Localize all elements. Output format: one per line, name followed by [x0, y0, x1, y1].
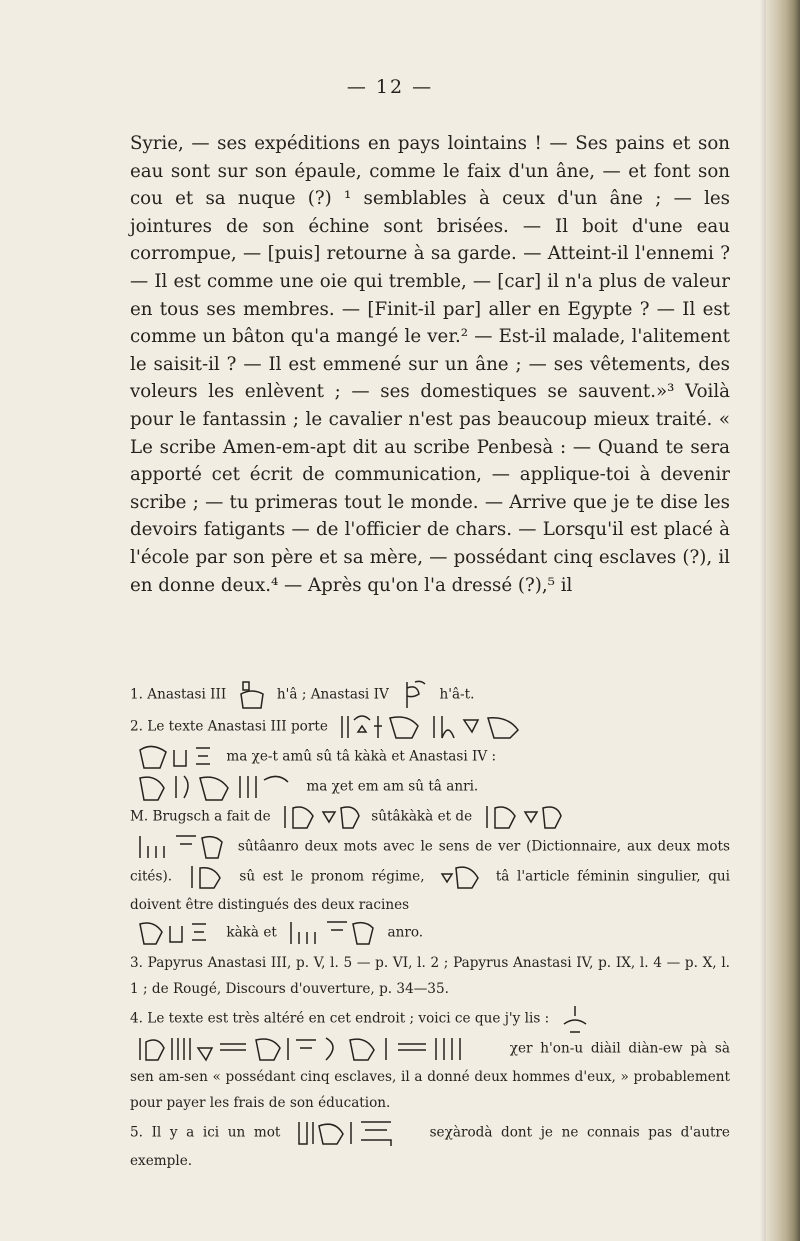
hieroglyph-group-icon	[483, 802, 563, 832]
footnote-5-part-a: 5. Il y a ici un mot	[130, 1124, 281, 1141]
hieroglyph-group-icon	[136, 742, 216, 772]
footnote-4-part-b: χer h'on-u diàil diàn-ew pà sà sen am-sen « possédant cinq esclaves, il a donné deux hommes d'eux, » probablement pour payer les frais de son éducation.	[130, 1040, 730, 1111]
footnote-5-part-b: seχàrodà dont je ne connais pas d'autre exemple.	[130, 1124, 730, 1169]
hieroglyph-group-icon	[136, 1034, 496, 1064]
book-spine-edge	[766, 0, 800, 1241]
footnote-1-part-b: h'â ; Anastasi IV	[276, 686, 389, 703]
footnote-2-part-b: ma χe-t amû sû tâ kàkà et Anastasi IV :	[226, 748, 497, 765]
hieroglyph-group-icon	[438, 862, 482, 892]
footnote-2-part-j: anro.	[387, 924, 424, 941]
hieroglyph-group-icon	[399, 680, 429, 710]
footnotes	[130, 680, 730, 1176]
hieroglyph-group-icon	[237, 680, 267, 710]
footnote-3: 3. Papyrus Anastasi III, p. V, l. 5 — p. VI, l. 2 ; Papyrus Anastasi IV, p. IX, l. 4 — p. X, l. 1 ; de Rougé, Discours d'ouverture, p. 34—35.	[130, 955, 730, 997]
hieroglyph-group-icon	[186, 862, 226, 892]
footnote-5	[130, 1118, 730, 1174]
footnote-1-part-c: h'â-t.	[439, 686, 475, 703]
hieroglyph-group-icon	[136, 832, 226, 862]
body-text-block	[130, 130, 730, 599]
page-number: — 12 —	[346, 76, 434, 98]
footnote-2	[130, 712, 730, 948]
hieroglyph-group-icon	[136, 772, 296, 802]
hieroglyph-group-icon	[136, 918, 216, 948]
footnote-2-part-h: tâ l'article féminin singulier, qui doivent être distingués des deux racines	[130, 868, 731, 913]
footnote-2-part-a: 2. Le texte Anastasi III porte	[130, 718, 328, 735]
footnote-1-part-a: 1. Anastasi III	[130, 686, 227, 703]
hieroglyph-group-icon	[560, 1004, 590, 1034]
footnote-1	[130, 680, 730, 710]
footnote-4	[130, 1004, 730, 1116]
footnote-2-part-c: ma χet em am sû tâ anri.	[306, 778, 479, 795]
footnote-2-part-g: sû est le pronom régime,	[239, 868, 425, 885]
footnote-2-part-f: sûtâanro deux mots avec le sens de ver (Dictionnaire, aux deux mots cités).	[130, 838, 730, 885]
hieroglyph-group-icon	[295, 1118, 415, 1148]
footnote-2-part-i: kàkà et	[226, 924, 277, 941]
body-paragraph: Syrie, — ses expéditions en pays lointains ! — Ses pains et son eau sont sur son épaule, comme le faix d'un âne, — et font son cou et sa nuque (?) ¹ semblables à ceux d'un âne ; — les jointures de son échine sont brisées. — Il boit d'une eau corrompue, — [puis] retourne à sa garde. — Atteint-il l'ennemi ? — Il est comme une oie qui tremble, — [car] il n'a plus de valeur en tous ses membres. — [Finit-il par] aller en Egypte ? — Il est comme un bâton qu'a mangé le ver.² — Est-il malade, l'alitement le saisit-il ? — Il est emmené sur un âne ; — ses vêtements, des voleurs les enlèvent ; — ses domestiques se sauvent.»³ Voilà pour le fantassin ; le cavalier n'est pas beaucoup mieux traité. « Le scribe Amen-em-apt dit au scribe Penbesà : — Quand te sera apporté cet écrit de communication, — applique-toi à devenir scribe ; — tu primeras tout le monde. — Arrive que je te dise les devoirs fatigants — de l'officier de chars. — Lorsqu'il est placé à l'école par son père et sa mère, — possédant cinq esclaves (?), il en donne deux.⁴ — Après qu'on l'a dressé (?),⁵ il	[130, 133, 730, 596]
footnote-2-part-e: sûtâkàkà et de	[371, 808, 473, 825]
hieroglyph-group-icon	[338, 712, 528, 742]
hieroglyph-group-icon	[281, 802, 361, 832]
footnote-4-part-a: 4. Le texte est très altéré en cet endroit ; voici ce que j'y lis :	[130, 1010, 550, 1027]
hieroglyph-group-icon	[287, 918, 377, 948]
footnote-2-part-d: M. Brugsch a fait de	[130, 808, 271, 825]
